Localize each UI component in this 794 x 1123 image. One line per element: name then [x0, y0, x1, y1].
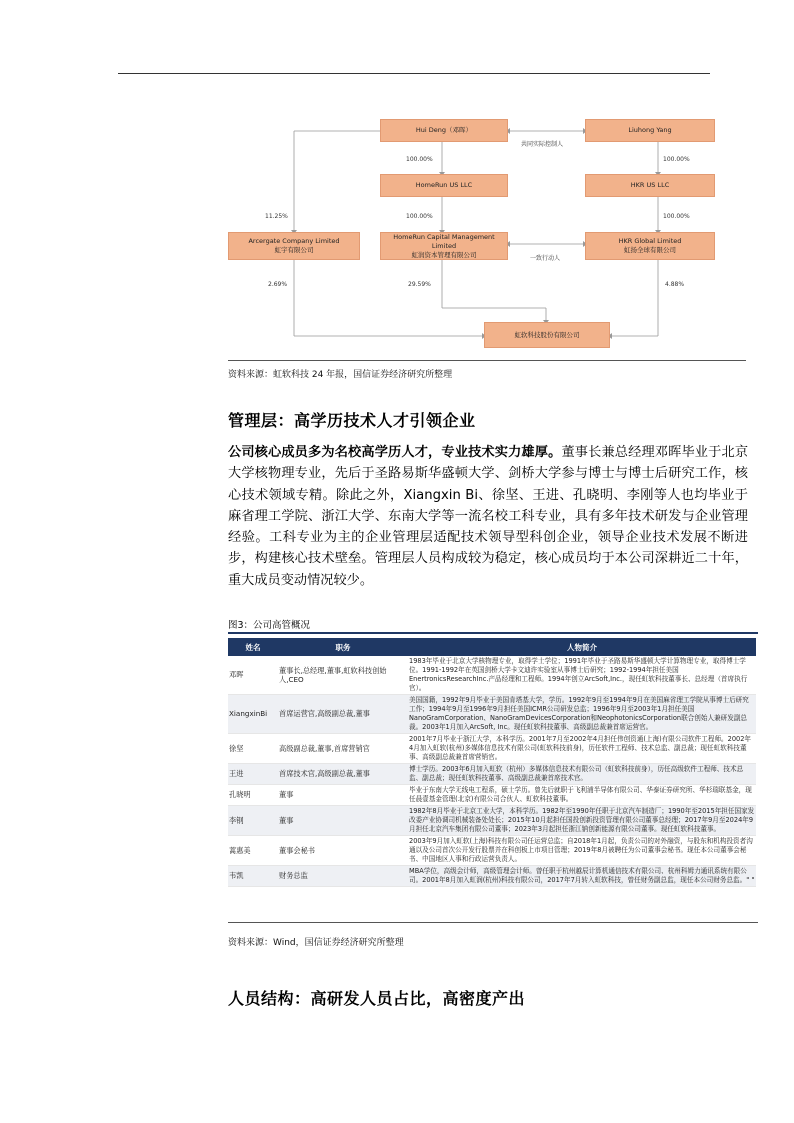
cell-bio: 2001年7月毕业于浙江大学，本科学历。2001年7月至2002年4月担任伟创资通(上海)有限公司软件工程师。2002年4月加入虹软(杭州)多媒体信息技术有限公司(虹软科技前身)，历任软件工程师、技术总监、副总裁；现任虹软科技董事、高级副总裁兼首席营销官。	[408, 734, 756, 764]
cell-name: 徐坚	[228, 734, 278, 764]
node-label: 虹软科技股份有限公司	[514, 330, 580, 339]
cell-name: 李钢	[228, 806, 278, 836]
node-liuhong-yang	[585, 119, 715, 142]
cell-bio: 博士学历。2003年6月加入虹软（杭州）多媒体信息技术有限公司（虹软科技前身），历任高级软件工程师、技术总监、副总裁；现任虹软科技董事、高级副总裁兼首席技术官。	[408, 764, 756, 785]
cell-role: 财务总监	[278, 866, 408, 887]
ownership-chart	[228, 112, 748, 362]
table-source-note: 资料来源：Wind，国信证券经济研究所整理	[228, 938, 404, 948]
cell-name: XiangxinBi	[228, 695, 278, 734]
node-label: HomeRun US LLC	[415, 181, 473, 189]
pct-global-thundersoft: 4.88%	[665, 281, 685, 288]
table-row	[228, 806, 756, 836]
management-paragraph	[228, 442, 748, 591]
node-label: Liuhong Yang	[628, 126, 672, 134]
cell-name: 孔晓明	[228, 785, 278, 806]
section-heading-management: 管理层：高学历技术人才引领企业	[228, 411, 476, 430]
table-bottom-rule	[228, 922, 758, 923]
cell-role: 首席技术官,高级副总裁,董事	[278, 764, 408, 785]
cell-role: 董事	[278, 806, 408, 836]
column-header-bio: 人物简介	[408, 638, 756, 656]
cell-bio: 1982年8月毕业于北京工业大学，本科学历。1982年至1990年任职于北京汽车制造厂；1990年至2015年担任国家发改委产业协调司机械装备处处长；2015年10月起担任国投创新投资管理有限公司董事总经理；2017年9月至2024年9月担任北京汽车集团有限公司董事；2023年3月起担任浙江钠创新能源有限公司董事。现任虹软科技董事。	[408, 806, 756, 836]
node-label-en: HomeRun Capital Management Limited	[393, 232, 495, 250]
table-row	[228, 836, 756, 866]
concert-label: 一致行动人	[530, 255, 561, 262]
node-label-en: Arcergate Company Limited	[248, 237, 340, 245]
table-row	[228, 764, 756, 785]
cell-name: 邓晖	[228, 656, 278, 695]
executives-table	[228, 638, 756, 887]
header-rule	[118, 73, 710, 74]
cell-bio: 毕业于东南大学无线电工程系，硕士学历。曾先后就职于飞利浦半导体有限公司、华泰证券研究所、华杉瑞联基金，现任晨壹基金管理(北京)有限公司合伙人、虹软科技董事。	[408, 785, 756, 806]
table-row	[228, 785, 756, 806]
cell-name: 韦凯	[228, 866, 278, 887]
node-homerun-us	[380, 174, 508, 197]
pct-hkr-us-global: 100.00%	[663, 213, 690, 220]
node-label: Hui Deng（邓晖）	[415, 126, 473, 134]
section-heading-staff-structure: 人员结构：高研发人员占比，高密度产出	[228, 989, 526, 1008]
node-hkr-us	[585, 174, 715, 197]
node-label-cn: 虹扬全球有限公司	[624, 246, 676, 254]
cell-role: 董事长,总经理,董事,虹软科技创始人,CEO	[278, 656, 408, 695]
chart-bottom-rule	[228, 360, 746, 361]
figure-title: 图3：公司高管概况	[228, 620, 311, 631]
pct-capital-thundersoft: 29.59%	[408, 281, 431, 288]
column-header-role: 职务	[278, 638, 408, 656]
table-row	[228, 734, 756, 764]
cell-role: 高级副总裁,董事,首席营销官	[278, 734, 408, 764]
node-label: HKR US LLC	[630, 181, 670, 189]
node-label-cn: 虹宇有限公司	[274, 246, 314, 254]
cell-role: 董事	[278, 785, 408, 806]
chart-source-note: 资料来源：虹软科技 24 年报，国信证券经济研究所整理	[228, 370, 453, 380]
node-arcergate	[228, 232, 360, 260]
node-label-cn: 虹润资本管理有限公司	[411, 250, 477, 259]
paragraph-body: 董事长兼总经理邓晖毕业于北京大学核物理专业，先后于圣路易斯华盛顿大学、剑桥大学参与博士与博士后研究工作，核心技术领域专精。除此之外，Xiangxin Bi、徐坚、王进、孔晓明、李刚等人也均毕业于麻省理工学院、浙江大学、东南大学等一流名校工科专业，具有多年技术研发与企业管理经验。工科专业为主的企业管理层适配技术领导型科创企业，领导企业技术发展不断进步，构建核心技术壁垒。管理层人员构成较为稳定，核心成员均于本公司深耕近二十年，重大成员变动情况较少。	[228, 445, 749, 588]
column-header-name: 姓名	[228, 638, 278, 656]
node-hui-deng	[380, 119, 508, 142]
pct-huideng-homerun-us: 100.00%	[406, 156, 433, 163]
cell-name: 蒿惠美	[228, 836, 278, 866]
table-row	[228, 656, 756, 695]
cell-bio: MBA学位，高级会计师，高级管理会计师。曾任职于杭州越辰计算机通信技术有限公司、杭州科姆力通讯系统有限公司。2001年8月加入虹润(杭州)科技有限公司，2017年7月转入虹软科技，曾任财务副总监，现任本公司财务总监。" "	[408, 866, 756, 887]
paragraph-lead: 公司核心成员多为名校高学历人才，专业技术实力雄厚。	[228, 445, 562, 460]
node-label-en: HKR Global Limited	[618, 237, 682, 245]
cell-bio: 1983年毕业于北京大学核物理专业，取得学士学位；1991年毕业于圣路易斯华盛顿大学计算物理专业，取得博士学位。1991-1992年在英国剑桥大学卡文迪许实验室从事博士后研究；1992-1994年担任美国EnertronicsResearchInc.产品经理和工程师。1994年创立ArcSoft,Inc.，现任虹软科技董事长、总经理（首席执行官）。	[408, 656, 756, 695]
cell-role: 首席运营官,高级副总裁,董事	[278, 695, 408, 734]
cell-name: 王进	[228, 764, 278, 785]
table-row	[228, 866, 756, 887]
node-hkr-global	[585, 232, 715, 260]
pct-arcergate-thundersoft: 2.69%	[268, 281, 288, 288]
joint-control-label: 共同实际控制人	[521, 141, 564, 148]
table-row	[228, 695, 756, 734]
pct-liuhong-hkr-us: 100.00%	[663, 156, 690, 163]
table-header-row	[228, 638, 756, 656]
node-thundersoft	[484, 322, 610, 348]
figure-title-rule	[228, 632, 758, 634]
pct-huideng-arcergate: 11.25%	[265, 213, 288, 220]
cell-bio: 美国国籍，1992年9月毕业于美国肯塔基大学，学历。1992年9月至1994年9月在美国麻省理工学院从事博士后研究工作；1994年9月至1996年9月担任美国ICMR公司研发总监；1996年9月至2003年1月担任美国NanoGramCorporation、NanoGramDevicesCorporation和NeophotonicsCorporation联合创始人兼研发副总裁。2003年1月加入ArcSoft, Inc。现任虹软科技董事、高级副总裁兼首席运营官。	[408, 695, 756, 734]
node-homerun-capital	[380, 232, 508, 260]
cell-bio: 2003年9月加入虹软(上海)科技有限公司任运营总监；自2018年1月起，负责公司的对外融资，与股东和机构投资者沟通以及公司首次公开发行股票并在科创板上市项目管理；2019年8月被聘任为公司董事会秘书。现任本公司董事会秘书、中国地区人事和行政运营负责人。	[408, 836, 756, 866]
cell-role: 董事会秘书	[278, 836, 408, 866]
pct-homerun-us-capital: 100.00%	[406, 213, 433, 220]
